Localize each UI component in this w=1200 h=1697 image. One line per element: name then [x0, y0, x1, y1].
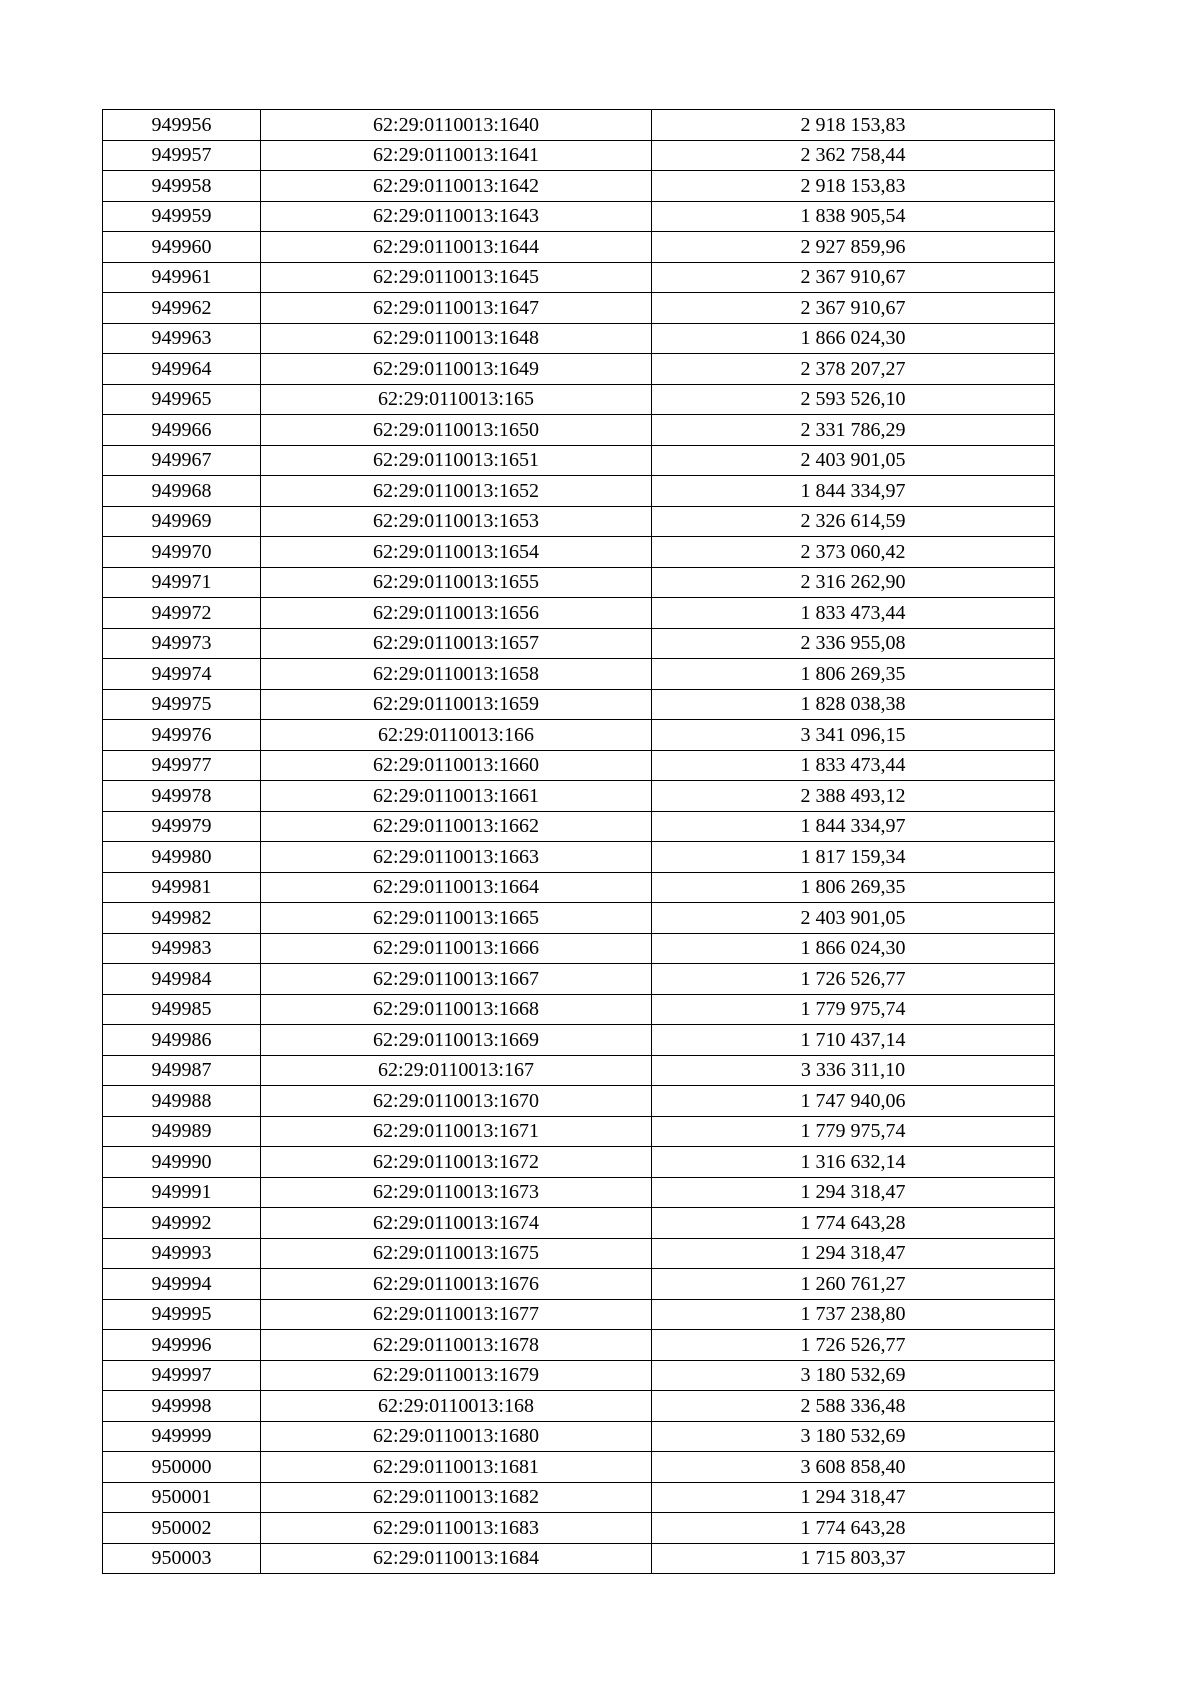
- table-row: [103, 171, 1055, 202]
- cadastral-value-cell: 1 294 318,47: [652, 1238, 1055, 1269]
- cadastral-value-cell: 2 403 901,05: [652, 445, 1055, 476]
- cadastral-number-cell: 62:29:0110013:1676: [261, 1269, 652, 1300]
- cadastral-value-cell: 2 367 910,67: [652, 262, 1055, 293]
- cadastral-number-cell: 62:29:0110013:1670: [261, 1086, 652, 1117]
- cadastral-value-cell: 3 180 532,69: [652, 1360, 1055, 1391]
- cadastral-value-cell: 3 341 096,15: [652, 720, 1055, 751]
- table-row: [103, 1421, 1055, 1452]
- table-row: [103, 1147, 1055, 1178]
- row-number-cell: 950000: [103, 1452, 261, 1483]
- table-row: [103, 323, 1055, 354]
- cadastral-value-cell: 3 336 311,10: [652, 1055, 1055, 1086]
- table-row: [103, 964, 1055, 995]
- table-row: [103, 1360, 1055, 1391]
- cadastral-number-cell: 62:29:0110013:1655: [261, 567, 652, 598]
- table-row: [103, 842, 1055, 873]
- row-number-cell: 949971: [103, 567, 261, 598]
- table-row: [103, 1482, 1055, 1513]
- row-number-cell: 949956: [103, 110, 261, 141]
- row-number-cell: 949994: [103, 1269, 261, 1300]
- row-number-cell: 950002: [103, 1513, 261, 1544]
- table-row: [103, 1238, 1055, 1269]
- cadastral-value-cell: 1 316 632,14: [652, 1147, 1055, 1178]
- row-number-cell: 949988: [103, 1086, 261, 1117]
- cadastral-number-cell: 62:29:0110013:1653: [261, 506, 652, 537]
- row-number-cell: 950003: [103, 1543, 261, 1574]
- table-row: [103, 1330, 1055, 1361]
- row-number-cell: 949974: [103, 659, 261, 690]
- cadastral-number-cell: 62:29:0110013:1648: [261, 323, 652, 354]
- row-number-cell: 949981: [103, 872, 261, 903]
- row-number-cell: 949990: [103, 1147, 261, 1178]
- cadastral-number-cell: 62:29:0110013:1645: [261, 262, 652, 293]
- row-number-cell: 949966: [103, 415, 261, 446]
- row-number-cell: 949961: [103, 262, 261, 293]
- row-number-cell: 949992: [103, 1208, 261, 1239]
- cadastral-number-cell: 62:29:0110013:1662: [261, 811, 652, 842]
- cadastral-value-cell: 2 927 859,96: [652, 232, 1055, 263]
- cadastral-value-cell: 1 294 318,47: [652, 1482, 1055, 1513]
- cadastral-value-cell: 1 747 940,06: [652, 1086, 1055, 1117]
- cadastral-value-cell: 1 828 038,38: [652, 689, 1055, 720]
- cadastral-value-cell: 1 726 526,77: [652, 964, 1055, 995]
- cadastral-value-cell: 1 710 437,14: [652, 1025, 1055, 1056]
- cadastral-number-cell: 62:29:0110013:1660: [261, 750, 652, 781]
- cadastral-number-cell: 62:29:0110013:1657: [261, 628, 652, 659]
- row-number-cell: 949991: [103, 1177, 261, 1208]
- cadastral-value-cell: 2 918 153,83: [652, 110, 1055, 141]
- table-row: [103, 1025, 1055, 1056]
- cadastral-value-cell: 1 833 473,44: [652, 750, 1055, 781]
- cadastral-value-cell: 1 844 334,97: [652, 811, 1055, 842]
- cadastral-number-cell: 62:29:0110013:1672: [261, 1147, 652, 1178]
- cadastral-value-cell: 1 838 905,54: [652, 201, 1055, 232]
- cadastral-number-cell: 62:29:0110013:1668: [261, 994, 652, 1025]
- cadastral-number-cell: 62:29:0110013:1671: [261, 1116, 652, 1147]
- row-number-cell: 949998: [103, 1391, 261, 1422]
- table-row: [103, 201, 1055, 232]
- table-row: [103, 1208, 1055, 1239]
- cadastral-number-cell: 62:29:0110013:1661: [261, 781, 652, 812]
- cadastral-number-cell: 62:29:0110013:1644: [261, 232, 652, 263]
- table-row: [103, 537, 1055, 568]
- cadastral-number-cell: 62:29:0110013:1682: [261, 1482, 652, 1513]
- table-row: [103, 354, 1055, 385]
- row-number-cell: 949979: [103, 811, 261, 842]
- row-number-cell: 949970: [103, 537, 261, 568]
- cadastral-number-cell: 62:29:0110013:1669: [261, 1025, 652, 1056]
- cadastral-number-cell: 62:29:0110013:1683: [261, 1513, 652, 1544]
- cadastral-number-cell: 62:29:0110013:1677: [261, 1299, 652, 1330]
- cadastral-number-cell: 62:29:0110013:1647: [261, 293, 652, 324]
- cadastral-value-cell: 1 817 159,34: [652, 842, 1055, 873]
- row-number-cell: 949986: [103, 1025, 261, 1056]
- row-number-cell: 949978: [103, 781, 261, 812]
- cadastral-value-cell: 2 362 758,44: [652, 140, 1055, 171]
- row-number-cell: 949958: [103, 171, 261, 202]
- cadastral-value-cell: 2 367 910,67: [652, 293, 1055, 324]
- row-number-cell: 949980: [103, 842, 261, 873]
- table-row: [103, 598, 1055, 629]
- table-row: [103, 140, 1055, 171]
- row-number-cell: 949965: [103, 384, 261, 415]
- row-number-cell: 949977: [103, 750, 261, 781]
- cadastral-value-cell: 2 373 060,42: [652, 537, 1055, 568]
- cadastral-number-cell: 62:29:0110013:1643: [261, 201, 652, 232]
- table-row: [103, 1391, 1055, 1422]
- row-number-cell: 949984: [103, 964, 261, 995]
- cadastral-number-cell: 62:29:0110013:1642: [261, 171, 652, 202]
- cadastral-value-cell: 3 608 858,40: [652, 1452, 1055, 1483]
- cadastral-number-cell: 62:29:0110013:1649: [261, 354, 652, 385]
- table-row: [103, 1177, 1055, 1208]
- row-number-cell: 949996: [103, 1330, 261, 1361]
- table-row: [103, 1086, 1055, 1117]
- cadastral-value-cell: 2 336 955,08: [652, 628, 1055, 659]
- table-row: [103, 628, 1055, 659]
- table-row: [103, 872, 1055, 903]
- row-number-cell: 950001: [103, 1482, 261, 1513]
- cadastral-value-cell: 2 588 336,48: [652, 1391, 1055, 1422]
- table-row: [103, 445, 1055, 476]
- table-row: [103, 720, 1055, 751]
- table-row: [103, 1452, 1055, 1483]
- cadastral-value-cell: 1 866 024,30: [652, 933, 1055, 964]
- row-number-cell: 949959: [103, 201, 261, 232]
- cadastral-number-cell: 62:29:0110013:1684: [261, 1543, 652, 1574]
- cadastral-number-cell: 62:29:0110013:167: [261, 1055, 652, 1086]
- cadastral-value-cell: 2 403 901,05: [652, 903, 1055, 934]
- cadastral-number-cell: 62:29:0110013:1650: [261, 415, 652, 446]
- cadastral-number-cell: 62:29:0110013:1678: [261, 1330, 652, 1361]
- row-number-cell: 949969: [103, 506, 261, 537]
- cadastral-value-cell: 1 833 473,44: [652, 598, 1055, 629]
- table-row: [103, 1543, 1055, 1574]
- row-number-cell: 949962: [103, 293, 261, 324]
- table-row: [103, 1299, 1055, 1330]
- row-number-cell: 949995: [103, 1299, 261, 1330]
- row-number-cell: 949993: [103, 1238, 261, 1269]
- row-number-cell: 949987: [103, 1055, 261, 1086]
- cadastral-value-cell: 1 779 975,74: [652, 994, 1055, 1025]
- table-row: [103, 384, 1055, 415]
- cadastral-value-cell: 2 593 526,10: [652, 384, 1055, 415]
- cadastral-number-cell: 62:29:0110013:1681: [261, 1452, 652, 1483]
- cadastral-value-cell: 1 294 318,47: [652, 1177, 1055, 1208]
- cadastral-value-table: [102, 109, 1055, 1574]
- table-row: [103, 476, 1055, 507]
- cadastral-value-cell: 1 806 269,35: [652, 872, 1055, 903]
- cadastral-value-cell: 1 715 803,37: [652, 1543, 1055, 1574]
- row-number-cell: 949972: [103, 598, 261, 629]
- row-number-cell: 949989: [103, 1116, 261, 1147]
- row-number-cell: 949982: [103, 903, 261, 934]
- cadastral-value-cell: 1 726 526,77: [652, 1330, 1055, 1361]
- table-row: [103, 232, 1055, 263]
- cadastral-value-cell: 1 866 024,30: [652, 323, 1055, 354]
- cadastral-number-cell: 62:29:0110013:165: [261, 384, 652, 415]
- cadastral-number-cell: 62:29:0110013:1664: [261, 872, 652, 903]
- cadastral-value-cell: 2 316 262,90: [652, 567, 1055, 598]
- cadastral-value-cell: 1 774 643,28: [652, 1513, 1055, 1544]
- row-number-cell: 949968: [103, 476, 261, 507]
- cadastral-number-cell: 62:29:0110013:1663: [261, 842, 652, 873]
- cadastral-value-cell: 2 388 493,12: [652, 781, 1055, 812]
- cadastral-number-cell: 62:29:0110013:1651: [261, 445, 652, 476]
- row-number-cell: 949960: [103, 232, 261, 263]
- cadastral-value-cell: 3 180 532,69: [652, 1421, 1055, 1452]
- cadastral-value-cell: 2 378 207,27: [652, 354, 1055, 385]
- table-row: [103, 994, 1055, 1025]
- table-row: [103, 781, 1055, 812]
- table-row: [103, 567, 1055, 598]
- cadastral-number-cell: 62:29:0110013:1641: [261, 140, 652, 171]
- cadastral-number-cell: 62:29:0110013:168: [261, 1391, 652, 1422]
- table-row: [103, 110, 1055, 141]
- cadastral-number-cell: 62:29:0110013:1679: [261, 1360, 652, 1391]
- cadastral-number-cell: 62:29:0110013:1656: [261, 598, 652, 629]
- table-row: [103, 293, 1055, 324]
- table-row: [103, 1513, 1055, 1544]
- cadastral-value-cell: 1 774 643,28: [652, 1208, 1055, 1239]
- cadastral-value-cell: 2 326 614,59: [652, 506, 1055, 537]
- cadastral-number-cell: 62:29:0110013:1659: [261, 689, 652, 720]
- cadastral-value-cell: 1 779 975,74: [652, 1116, 1055, 1147]
- table-row: [103, 689, 1055, 720]
- table-row: [103, 811, 1055, 842]
- cadastral-number-cell: 62:29:0110013:1658: [261, 659, 652, 690]
- row-number-cell: 949985: [103, 994, 261, 1025]
- row-number-cell: 949963: [103, 323, 261, 354]
- table-body: [103, 110, 1055, 1574]
- cadastral-value-cell: 1 844 334,97: [652, 476, 1055, 507]
- cadastral-number-cell: 62:29:0110013:1680: [261, 1421, 652, 1452]
- table-row: [103, 933, 1055, 964]
- cadastral-number-cell: 62:29:0110013:1674: [261, 1208, 652, 1239]
- cadastral-number-cell: 62:29:0110013:1652: [261, 476, 652, 507]
- row-number-cell: 949999: [103, 1421, 261, 1452]
- table-row: [103, 750, 1055, 781]
- cadastral-value-cell: 1 737 238,80: [652, 1299, 1055, 1330]
- table-row: [103, 262, 1055, 293]
- cadastral-number-cell: 62:29:0110013:1675: [261, 1238, 652, 1269]
- cadastral-number-cell: 62:29:0110013:1666: [261, 933, 652, 964]
- row-number-cell: 949973: [103, 628, 261, 659]
- table-row: [103, 659, 1055, 690]
- cadastral-number-cell: 62:29:0110013:1640: [261, 110, 652, 141]
- cadastral-number-cell: 62:29:0110013:1673: [261, 1177, 652, 1208]
- cadastral-value-cell: 1 260 761,27: [652, 1269, 1055, 1300]
- cadastral-value-cell: 2 918 153,83: [652, 171, 1055, 202]
- table-row: [103, 1269, 1055, 1300]
- row-number-cell: 949997: [103, 1360, 261, 1391]
- row-number-cell: 949975: [103, 689, 261, 720]
- cadastral-number-cell: 62:29:0110013:166: [261, 720, 652, 751]
- cadastral-number-cell: 62:29:0110013:1667: [261, 964, 652, 995]
- table-row: [103, 1055, 1055, 1086]
- row-number-cell: 949976: [103, 720, 261, 751]
- table-row: [103, 415, 1055, 446]
- row-number-cell: 949983: [103, 933, 261, 964]
- row-number-cell: 949967: [103, 445, 261, 476]
- table-row: [103, 903, 1055, 934]
- cadastral-number-cell: 62:29:0110013:1654: [261, 537, 652, 568]
- cadastral-number-cell: 62:29:0110013:1665: [261, 903, 652, 934]
- cadastral-value-cell: 2 331 786,29: [652, 415, 1055, 446]
- table-row: [103, 1116, 1055, 1147]
- row-number-cell: 949964: [103, 354, 261, 385]
- row-number-cell: 949957: [103, 140, 261, 171]
- cadastral-value-cell: 1 806 269,35: [652, 659, 1055, 690]
- table-row: [103, 506, 1055, 537]
